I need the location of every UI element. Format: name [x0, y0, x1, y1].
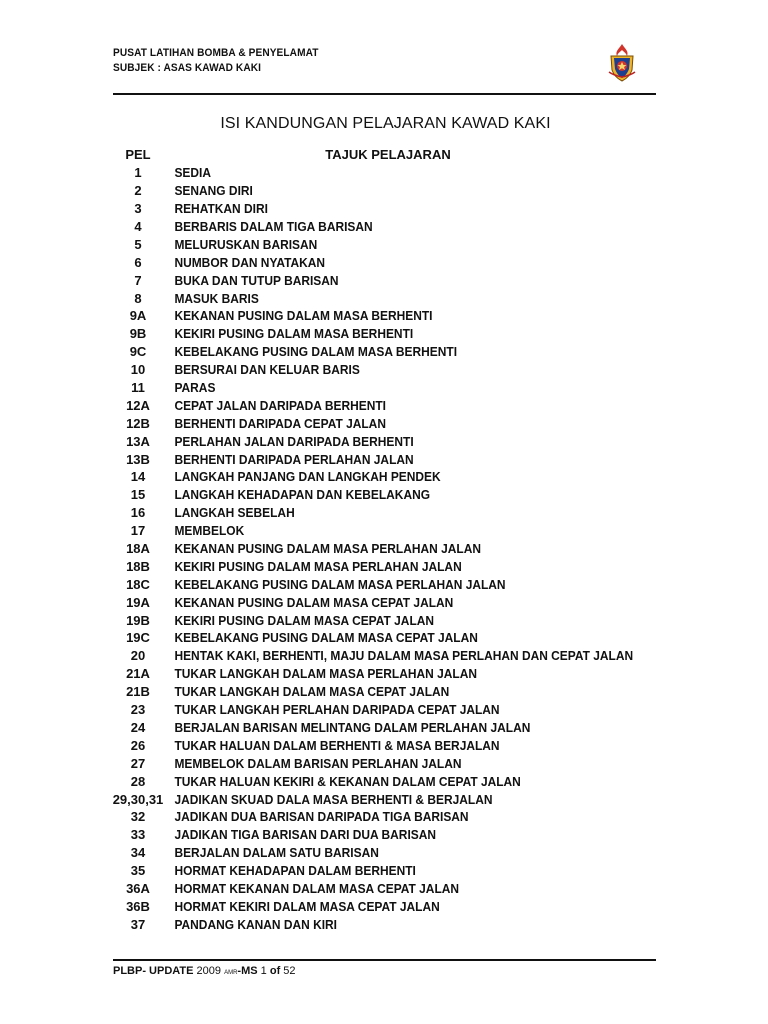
lesson-number: 23 — [130, 702, 146, 718]
fire-rescue-emblem-icon — [605, 42, 639, 82]
toc-row — [108, 593, 668, 611]
lesson-title: BUKA DAN TUTUP BARISAN — [174, 272, 339, 288]
toc-row — [108, 325, 668, 343]
lesson-number: 9C — [129, 344, 147, 360]
toc-row — [108, 253, 668, 271]
toc-header-row — [108, 146, 668, 164]
footer-year: 2009 — [196, 965, 222, 977]
lesson-title: NUMBOR DAN NYATAKAN — [174, 254, 326, 270]
lesson-title: TUKAR HALUAN DALAM BERHENTI & MASA BERJALAN — [174, 737, 500, 753]
toc-row — [108, 504, 668, 522]
lesson-title: MEMBELOK DALAM BARISAN PERLAHAN JALAN — [174, 755, 462, 771]
lesson-number: 18C — [126, 576, 150, 592]
toc-row — [108, 235, 668, 253]
toc-row — [108, 897, 668, 915]
toc-row — [108, 862, 668, 880]
header-subject: SUBJEK : ASAS KAWAD KAKI — [113, 62, 262, 74]
footer-page-prefix: -MS — [237, 965, 258, 977]
lesson-number: 1 — [134, 165, 142, 181]
lesson-title: HORMAT KEKANAN DALAM MASA CEPAT JALAN — [174, 880, 460, 896]
page-title: ISI KANDUNGAN PELAJARAN KAWAD KAKI — [220, 115, 551, 132]
lesson-number: 12A — [126, 397, 150, 413]
lesson-title: BERJALAN BARISAN MELINTANG DALAM PERLAHAN JALAN — [174, 719, 531, 735]
lesson-number: 9B — [129, 326, 147, 342]
lesson-title: SENANG DIRI — [174, 183, 253, 199]
lesson-number: 28 — [130, 773, 146, 789]
lesson-title: JADIKAN TIGA BARISAN DARI DUA BARISAN — [174, 827, 437, 843]
lesson-title: TUKAR HALUAN KEKIRI & KEKANAN DALAM CEPAT JALAN — [174, 773, 521, 789]
lesson-number: 19A — [126, 594, 150, 610]
toc-row — [108, 629, 668, 647]
lesson-title: JADIKAN DUA BARISAN DARIPADA TIGA BARISAN — [174, 809, 469, 825]
toc-row — [108, 665, 668, 683]
toc-row — [108, 343, 668, 361]
lesson-title: CEPAT JALAN DARIPADA BERHENTI — [174, 397, 386, 413]
toc-row — [108, 575, 668, 593]
toc-row — [108, 736, 668, 754]
toc-row — [108, 790, 668, 808]
lesson-title: KEKIRI PUSING DALAM MASA CEPAT JALAN — [174, 612, 435, 628]
page-header — [113, 46, 658, 94]
lesson-number: 13A — [126, 433, 150, 449]
lesson-title: KEKIRI PUSING DALAM MASA PERLAHAN JALAN — [174, 558, 462, 574]
toc-row — [108, 754, 668, 772]
lesson-number: 4 — [134, 219, 142, 234]
lesson-number: 21A — [126, 666, 150, 682]
toc-row — [108, 200, 668, 218]
lesson-title: MELURUSKAN BARISAN — [174, 236, 318, 252]
lesson-number: 15 — [130, 487, 146, 503]
lesson-title: BERJALAN DALAM SATU BARISAN — [174, 845, 379, 861]
lesson-title: HENTAK KAKI, BERHENTI, MAJU DALAM MASA PERLAHAN DAN CEPAT JALAN — [174, 648, 634, 664]
lesson-title: KEKIRI PUSING DALAM MASA BERHENTI — [174, 326, 414, 342]
lesson-number: 29,30,31 — [112, 791, 164, 807]
lesson-title: TUKAR LANGKAH DALAM MASA PERLAHAN JALAN — [174, 666, 477, 682]
toc-row — [108, 396, 668, 414]
page-footer — [113, 964, 296, 980]
lesson-title: KEBELAKANG PUSING DALAM MASA PERLAHAN JALAN — [174, 576, 506, 592]
toc-row — [108, 808, 668, 826]
toc-row — [108, 164, 668, 182]
lesson-title: KEBELAKANG PUSING DALAM MASA CEPAT JALAN — [174, 630, 478, 646]
toc-row — [108, 414, 668, 432]
toc-row — [108, 701, 668, 719]
lesson-title: BERSURAI DAN KELUAR BARIS — [174, 362, 360, 378]
lesson-title: KEKANAN PUSING DALAM MASA BERHENTI — [174, 308, 433, 324]
toc-row — [108, 468, 668, 486]
lesson-title: BERHENTI DARIPADA PERLAHAN JALAN — [174, 451, 414, 467]
toc-row — [108, 307, 668, 325]
toc-row — [108, 772, 668, 790]
lesson-title: HORMAT KEKIRI DALAM MASA CEPAT JALAN — [174, 898, 440, 914]
lesson-number: 18B — [126, 558, 150, 574]
lesson-number: 10 — [130, 362, 146, 378]
lesson-number: 14 — [130, 469, 146, 485]
toc-row — [108, 540, 668, 558]
lesson-number: 18A — [126, 541, 150, 557]
toc-row — [108, 218, 668, 236]
toc-row — [108, 522, 668, 540]
footer-page-total: 52 — [283, 965, 296, 977]
header-institution: PUSAT LATIHAN BOMBA & PENYELAMAT — [113, 47, 319, 59]
lesson-title: LANGKAH PANJANG DAN LANGKAH PENDEK — [174, 469, 441, 485]
lesson-title: KEBELAKANG PUSING DALAM MASA BERHENTI — [174, 344, 458, 360]
lesson-title: LANGKAH SEBELAH — [174, 505, 295, 521]
lesson-number: 17 — [130, 523, 146, 539]
lesson-title: PERLAHAN JALAN DARIPADA BERHENTI — [174, 433, 414, 449]
lesson-title: SEDIA — [174, 165, 211, 181]
toc-row — [108, 880, 668, 898]
footer-divider — [113, 959, 656, 961]
toc-row — [108, 826, 668, 844]
lesson-title: BERBARIS DALAM TIGA BARISAN — [174, 219, 373, 234]
lesson-number: 36B — [126, 898, 150, 914]
lesson-number: 11 — [131, 380, 145, 396]
toc-rows — [108, 164, 668, 933]
lesson-title: MEMBELOK — [174, 523, 245, 539]
header-divider — [113, 93, 656, 95]
toc-table — [108, 146, 668, 933]
toc-row — [108, 271, 668, 289]
lesson-number: 19B — [126, 612, 150, 628]
lesson-number: 20 — [130, 648, 146, 664]
toc-row — [108, 432, 668, 450]
lesson-number: 36A — [126, 880, 150, 896]
toc-row — [108, 611, 668, 629]
toc-row — [108, 361, 668, 379]
lesson-number: 34 — [130, 845, 146, 861]
footer-label: PLBP- UPDATE — [113, 965, 194, 977]
lesson-number: 26 — [130, 737, 146, 753]
toc-row — [108, 719, 668, 737]
lesson-number: 13B — [126, 451, 150, 467]
lesson-title: MASUK BARIS — [174, 290, 259, 306]
lesson-number: 5 — [134, 236, 142, 252]
lesson-number: 8 — [134, 290, 142, 306]
toc-row — [108, 647, 668, 665]
toc-row — [108, 844, 668, 862]
toc-row — [108, 557, 668, 575]
lesson-number: 33 — [130, 827, 146, 843]
lesson-title: HORMAT KEHADAPAN DALAM BERHENTI — [174, 863, 416, 879]
lesson-number: 2 — [134, 183, 142, 199]
lesson-number: 27 — [130, 755, 146, 771]
lesson-title: PARAS — [174, 380, 216, 396]
lesson-title: BERHENTI DARIPADA CEPAT JALAN — [174, 415, 386, 431]
lesson-title: JADIKAN SKUAD DALA MASA BERHENTI & BERJALAN — [174, 791, 493, 807]
toc-row — [108, 379, 668, 397]
lesson-title: TUKAR LANGKAH DALAM MASA CEPAT JALAN — [174, 684, 450, 700]
lesson-number: 12B — [126, 415, 150, 431]
lesson-title: KEKANAN PUSING DALAM MASA CEPAT JALAN — [174, 594, 454, 610]
lesson-number: 37 — [130, 916, 146, 932]
lesson-title: REHATKAN DIRI — [174, 201, 268, 217]
lesson-title: KEKANAN PUSING DALAM MASA PERLAHAN JALAN — [174, 541, 481, 557]
lesson-number: 3 — [134, 201, 142, 217]
toc-row — [108, 683, 668, 701]
toc-row — [108, 915, 668, 933]
toc-row — [108, 289, 668, 307]
footer-page-number: 1 — [260, 965, 267, 977]
toc-row — [108, 486, 668, 504]
lesson-number: 6 — [134, 254, 142, 270]
lesson-number: 19C — [126, 630, 150, 646]
column-header-title: TAJUK PELAJARAN — [325, 147, 451, 163]
lesson-number: 7 — [134, 272, 142, 288]
toc-row — [108, 450, 668, 468]
column-header-pel: PEL — [125, 147, 151, 163]
footer-author-mark: AMR — [224, 970, 238, 976]
lesson-number: 16 — [130, 505, 146, 521]
footer-of: of — [269, 965, 281, 977]
lesson-title: TUKAR LANGKAH PERLAHAN DARIPADA CEPAT JALAN — [174, 702, 500, 718]
lesson-number: 35 — [130, 863, 146, 879]
toc-row — [108, 182, 668, 200]
lesson-number: 24 — [130, 719, 146, 735]
lesson-title: PANDANG KANAN DAN KIRI — [174, 916, 338, 932]
lesson-number: 9A — [129, 308, 147, 324]
lesson-number: 21B — [126, 684, 150, 700]
lesson-title: LANGKAH KEHADAPAN DAN KEBELAKANG — [174, 487, 431, 503]
lesson-number: 32 — [130, 809, 146, 825]
